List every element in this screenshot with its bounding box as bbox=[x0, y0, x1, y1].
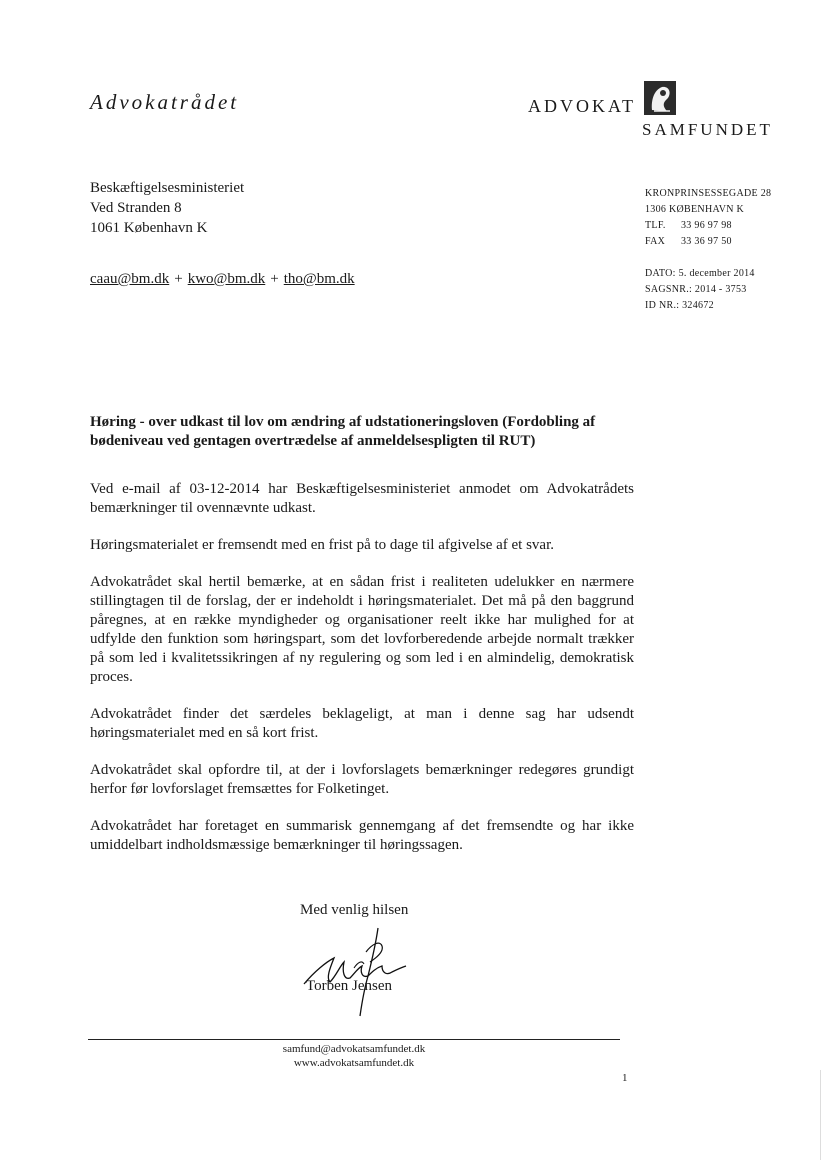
footer-divider bbox=[88, 1039, 620, 1040]
closing-greeting: Med venlig hilsen bbox=[300, 902, 409, 918]
letter-subject: Høring - over udkast til lov om ændring af udstationeringsloven (Fordobling af bødeniveau ved gentagen overtrædelse af anmeldelsespligten til RUT) bbox=[90, 414, 596, 449]
sender-city: 1306 KØBENHAVN K bbox=[645, 204, 745, 215]
footer-contact bbox=[88, 1042, 620, 1070]
body-paragraph: Advokatrådet finder det særdeles beklageligt, at man i denne sag har udsendt høringsmaterialet med en så kort frist. bbox=[90, 706, 634, 741]
scan-edge-mark bbox=[820, 1070, 821, 1160]
phone-number: 33 96 97 98 bbox=[681, 220, 732, 231]
sender-phone bbox=[645, 218, 771, 234]
id-number: ID NR.: 324672 bbox=[645, 300, 714, 311]
sender-street: KRONPRINSESSEGADE 28 bbox=[645, 188, 772, 199]
body-paragraph: Advokatrådet skal hertil bemærke, at en sådan frist i realiteten udelukker en nærmere stillingtagen til de forslag, der er indeholdt i høringsmaterialet. Det må på den baggrund påregnes, at en række myndigheder og organisationer reelt ikke har mulighed for at udfylde den funktion som høringspart, som det lovforberedende arbejde normalt trækker på som led i kvalitetssikringen af ny regulering og som led i en almindelig, demokratisk proces. bbox=[90, 574, 634, 685]
sender-info bbox=[645, 186, 771, 314]
logo-text-samfundet: SAMFUNDET bbox=[642, 120, 773, 139]
footer-website[interactable]: www.advokatsamfundet.dk bbox=[293, 1057, 415, 1069]
sender-fax bbox=[645, 234, 771, 250]
fax-label: FAX bbox=[645, 236, 666, 247]
signer-name: Torben Jensen bbox=[306, 978, 393, 994]
recipient-emails bbox=[90, 271, 355, 288]
recipient-line: Ved Stranden 8 bbox=[90, 200, 182, 216]
body-paragraph: Advokatrådet skal opfordre til, at der i lovforslagets bemærkninger redegøres grundigt herfor før lovforslaget fremsættes for Folketinget. bbox=[90, 762, 634, 797]
body-paragraph: Advokatrådet har foretaget en summarisk gennemgang af det fremsendte og har ikke umiddelbart indholdsmæssige bemærkninger til høringssagen. bbox=[90, 818, 634, 853]
email-separator: + bbox=[174, 271, 183, 287]
recipient-line: 1061 København K bbox=[90, 220, 208, 236]
letter-body bbox=[90, 480, 634, 873]
body-paragraph: Ved e-mail af 03-12-2014 har Beskæftigelsesministeriet anmodet om Advokatrådets bemærkninger til ovennævnte udkast. bbox=[90, 481, 634, 516]
footer-email[interactable]: samfund@advokatsamfundet.dk bbox=[282, 1043, 426, 1055]
body-paragraph: Høringsmaterialet er fremsendt med en frist på to dage til afgivelse af et svar. bbox=[90, 537, 554, 553]
logo-text-advokat: ADVOKAT bbox=[528, 96, 636, 116]
document-date: DATO: 5. december 2014 bbox=[645, 268, 755, 279]
handwritten-signature bbox=[296, 922, 420, 1018]
advokatraadet-brand: Advokatrådet bbox=[90, 90, 240, 114]
case-number: SAGSNR.: 2014 - 3753 bbox=[645, 284, 747, 295]
fax-number: 33 36 97 50 bbox=[681, 236, 732, 247]
email-link-caau[interactable]: caau@bm.dk bbox=[90, 271, 170, 287]
email-link-tho[interactable]: tho@bm.dk bbox=[283, 271, 355, 287]
page-number: 1 bbox=[622, 1072, 628, 1084]
recipient-address bbox=[90, 178, 244, 238]
phone-label: TLF. bbox=[645, 220, 666, 231]
advokatsamfundet-emblem-icon bbox=[643, 80, 677, 116]
email-separator: + bbox=[270, 271, 279, 287]
email-link-kwo[interactable]: kwo@bm.dk bbox=[187, 271, 266, 287]
recipient-line: Beskæftigelsesministeriet bbox=[90, 180, 245, 196]
